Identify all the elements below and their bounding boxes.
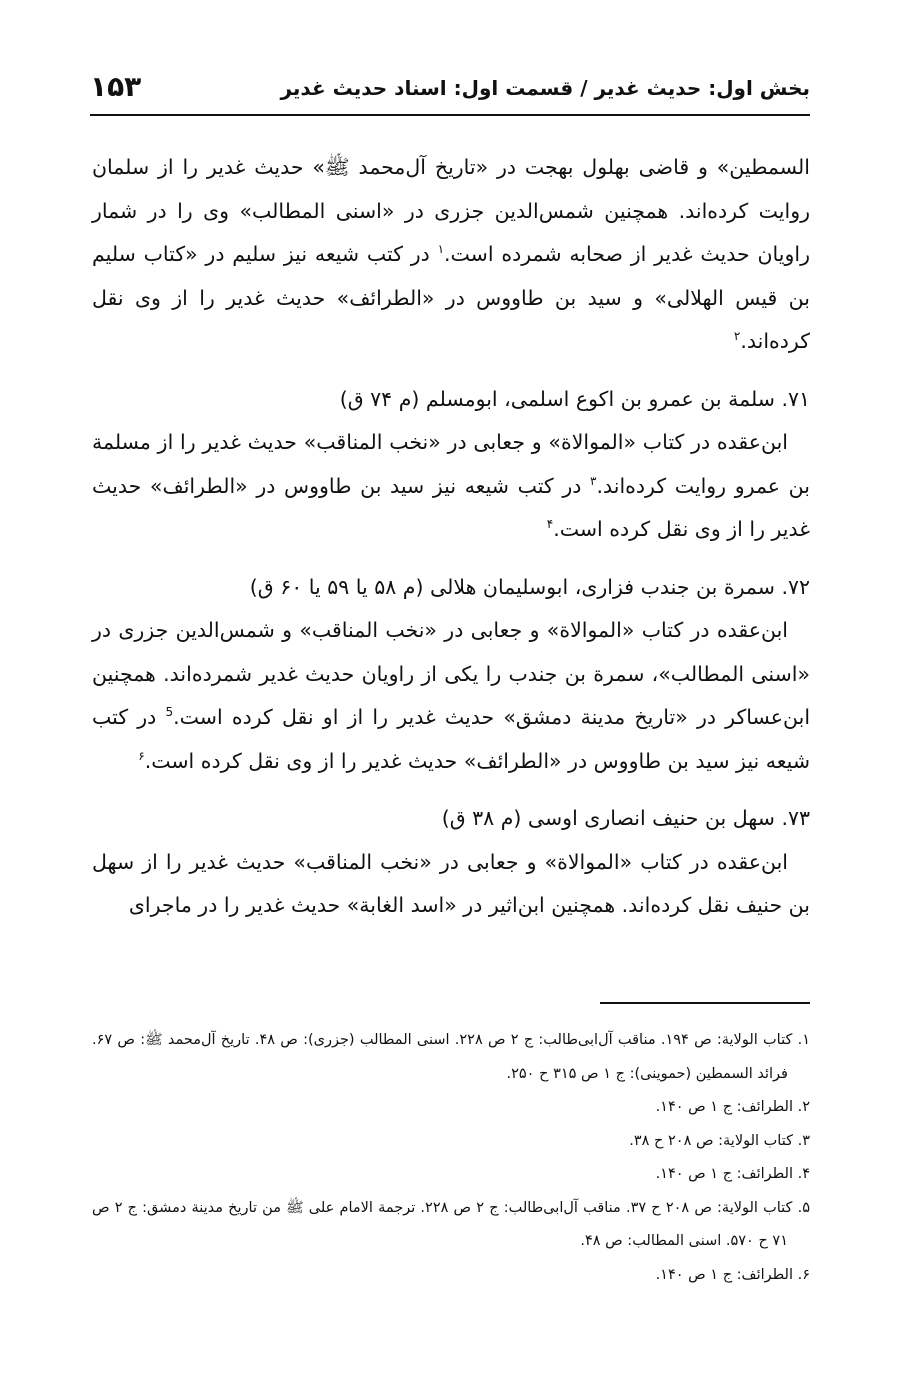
footnote-marker: ۳ (590, 473, 597, 488)
entry-heading (92, 378, 810, 422)
text-segment: در کتب شیعه نیز سلیم در «کتاب سلیم بن قیس الهلالی» و سید بن طاووس در «الطرائف» حدیث غدیر را از وی نقل کرده‌اند. (92, 242, 810, 353)
footnote: ۳. کتاب الولایة: ص ۲۰۸ ح ۳۸. (629, 1132, 810, 1149)
paragraph (92, 609, 810, 783)
text-segment: ۷۲. سمرة بن جندب فزاری، ابوسلیمان هلالی (م ۵۸ یا ۵۹ یا ۶۰ ق) (249, 574, 810, 599)
text-segment: در کتب شیعه نیز سید بن طاووس در «الطرائف» حدیث غدیر را از وی نقل کرده است. (92, 473, 810, 541)
text-segment: ۷۱. سلمة بن عمرو بن اکوع اسلمی، ابومسلم (م ۷۴ ق) (339, 386, 810, 411)
text-segment: ۷۳. سهل بن حنیف انصاری اوسی (م ۳۸ ق) (441, 806, 810, 830)
text-segment: ابن‌عقده در کتاب «الموالاة» و جعابی در «نخب المناقب» حدیث غدیر را از مسلمة بن عمرو روایت کرده‌اند. (92, 430, 810, 498)
footnote: ۲. الطرائف: ج ۱ ص ۱۴۰. (655, 1099, 810, 1115)
footnote-marker: ۱ (437, 242, 445, 257)
footnote-marker: ۶ (138, 748, 145, 763)
footnote: ۱. کتاب الولایة: ص ۱۹۴. مناقب آل‌ابی‌طالب: ج ۲ ص ۲۲۸. اسنی المطالب (جزری): ص ۴۸. تاریخ آل‌محمد ﷺ: ص ۶۷. فرائد السمطین (حموینی): ج ۱ ص ۳۱۵ ح ۲۵۰. (92, 1032, 811, 1082)
footnote-separator (600, 1002, 810, 1004)
paragraph (92, 421, 810, 552)
footnotes (92, 1024, 810, 1292)
footnote: ۶. الطرائف: ج ۱ ص ۱۴۰. (655, 1266, 810, 1283)
entry-heading (92, 797, 810, 841)
header-title: بخش اول: حدیث غدیر / قسمت اول: اسناد حدیث غدیر (280, 76, 810, 100)
footnote-marker: ۲ (733, 329, 741, 344)
paragraph (92, 146, 810, 364)
text-segment: السمطین» و قاضی بهلول بهجت در «تاریخ آل‌محمد ﷺ» حدیث غدیر را از سلمان روایت کرده‌اند. همچنین شمس‌الدین جزری در «اسنی المطالب» وی را در شمار راویان حدیث غدیر از صحابه شمرده است. (92, 155, 810, 266)
footnote: ۴. الطرائف: ج ۱ ص ۱۴۰. (655, 1166, 810, 1182)
paragraph (92, 841, 810, 928)
footnote-marker: ۴ (546, 517, 554, 532)
text-segment: ابن‌عقده در کتاب «الموالاة» و جعابی در «نخب المناقب» حدیث غدیر را از سهل بن حنیف نقل کرده‌اند. همچنین ابن‌اثیر در «اسد الغابة» حدیث غدیر را در ماجرای (92, 849, 810, 917)
main-text (92, 146, 810, 928)
text-segment: در کتب شیعه نیز سید بن طاووس در «الطرائف» حدیث غدیر را از وی نقل کرده است. (92, 705, 810, 773)
page-number: ۱۵۳ (90, 70, 142, 103)
entry-heading (92, 566, 810, 610)
running-header (90, 62, 810, 116)
footnote: ۵. کتاب الولایة: ص ۲۰۸ ح ۳۷. مناقب آل‌ابی‌طالب: ج ۲ ص ۲۲۸. ترجمة الامام علی ﷺ من تاریخ مدینة دمشق: ج ۲ ص ۷۱ ح ۵۷۰. اسنی المطالب: ص ۴۸. (92, 1199, 811, 1249)
footnote-marker: 5 (165, 705, 174, 720)
text-segment: ابن‌عقده در کتاب «الموالاة» و جعابی در «نخب المناقب» و شمس‌الدین جزری در «اسنی المطالب»، سمرة بن جندب را یکی از راویان حدیث غدیر شمرده‌اند. همچنین ابن‌عساکر در «تاریخ مدینة دمشق» حدیث غدیر را از او نقل کرده است. (92, 618, 811, 729)
